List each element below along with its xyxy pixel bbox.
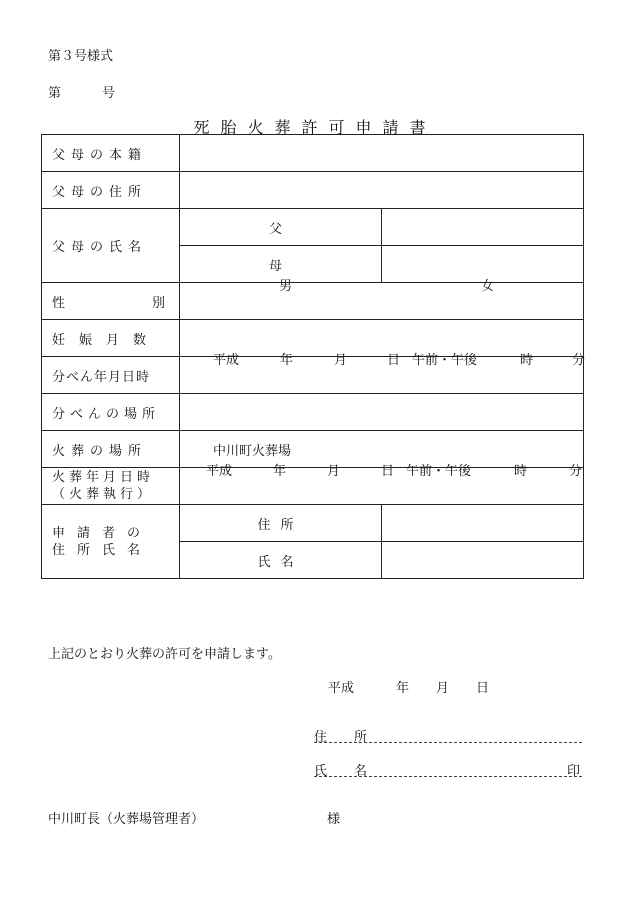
label-cremation-datetime-line2: （火葬執行） (52, 487, 155, 502)
field-parents-domicile[interactable] (180, 135, 584, 172)
row-delivery-datetime (42, 357, 584, 394)
dt2-hour: 時 (514, 464, 528, 479)
label-delivery-datetime: 分べん年月日時 (42, 357, 180, 394)
honorific: 様 (327, 812, 341, 827)
number-suffix: 号 (102, 86, 116, 101)
option-female[interactable]: 女 (481, 279, 495, 294)
field-delivery-datetime[interactable] (180, 353, 586, 394)
date-era: 平成 (328, 681, 355, 696)
row-cremation-datetime (42, 468, 584, 505)
label-cremation-datetime (42, 468, 180, 505)
label-applicant-line2: 住所氏名 (52, 542, 153, 558)
date-day: 日 (476, 681, 490, 696)
label-applicant-line1: 申請者の (52, 525, 153, 541)
label-parents-name: 父母の氏名 (42, 209, 180, 283)
dt-month: 月 (334, 353, 348, 368)
label-gestation: 妊娠月数 (42, 320, 180, 357)
field-parents-address[interactable] (180, 172, 584, 209)
dt-ampm: 午前・午後 (412, 353, 478, 368)
label-applicant-name: 氏名 (180, 542, 382, 579)
label-cremation-place: 火葬の場所 (42, 431, 180, 468)
field-cremation-place[interactable]: 中川町火葬場 (180, 431, 584, 468)
date-month: 月 (436, 681, 450, 696)
option-male[interactable]: 男 (279, 279, 293, 294)
label-applicant-address: 住所 (180, 505, 382, 542)
field-applicant-name[interactable] (382, 542, 584, 579)
field-sex[interactable] (180, 279, 584, 320)
label-father: 父 (180, 209, 382, 246)
name-label-2: 名 (354, 764, 368, 779)
label-sex (42, 283, 180, 320)
row-cremation-place (42, 431, 584, 468)
label-mother: 母 (180, 246, 382, 283)
label-sex-b: 別 (151, 295, 165, 311)
address-label-1: 住 (314, 730, 328, 745)
row-applicant-address (42, 505, 584, 542)
field-delivery-place[interactable] (180, 394, 584, 431)
dt-day: 日 (387, 353, 401, 368)
dt-year: 年 (280, 353, 294, 368)
document-number-line (48, 82, 116, 101)
seal-mark: 印 (567, 764, 581, 779)
name-label-1: 氏 (314, 764, 328, 779)
label-applicant (42, 505, 180, 579)
document-title: 死胎火葬許可申請書 (193, 118, 437, 137)
row-parents-address (42, 172, 584, 209)
row-delivery-place (42, 394, 584, 431)
applicant-name-line[interactable] (314, 760, 582, 777)
dt-minute: 分 (572, 353, 586, 368)
row-parents-name-father (42, 209, 584, 246)
dt2-minute: 分 (569, 464, 583, 479)
label-parents-address: 父母の住所 (42, 172, 180, 209)
number-prefix: 第 (48, 86, 62, 101)
dt2-month: 月 (327, 464, 341, 479)
address-label-2: 所 (354, 730, 368, 745)
row-sex (42, 283, 584, 320)
field-father-name[interactable] (382, 209, 584, 246)
field-cremation-datetime[interactable] (180, 464, 584, 505)
date-year: 年 (396, 681, 410, 696)
application-statement: 上記のとおり火葬の許可を申請します。 (48, 647, 281, 662)
dt2-year: 年 (273, 464, 287, 479)
label-parents-domicile: 父母の本籍 (42, 135, 180, 172)
dt2-ampm: 午前・午後 (406, 464, 472, 479)
row-parents-domicile (42, 135, 584, 172)
application-form-table (41, 134, 584, 579)
dt2-day: 日 (381, 464, 395, 479)
label-sex-a: 性 (52, 295, 66, 311)
dt-hour: 時 (520, 353, 534, 368)
dt-era: 平成 (213, 353, 240, 368)
applicant-address-line[interactable] (314, 726, 582, 743)
field-applicant-address[interactable] (382, 505, 584, 542)
row-gestation (42, 320, 584, 357)
label-delivery-place: 分べんの場所 (42, 394, 180, 431)
form-number: 第３号様式 (48, 49, 114, 64)
recipient: 中川町長（火葬場管理者） (48, 812, 205, 827)
label-cremation-datetime-line1: 火葬年月日時 (52, 470, 155, 485)
dt2-era: 平成 (206, 464, 233, 479)
